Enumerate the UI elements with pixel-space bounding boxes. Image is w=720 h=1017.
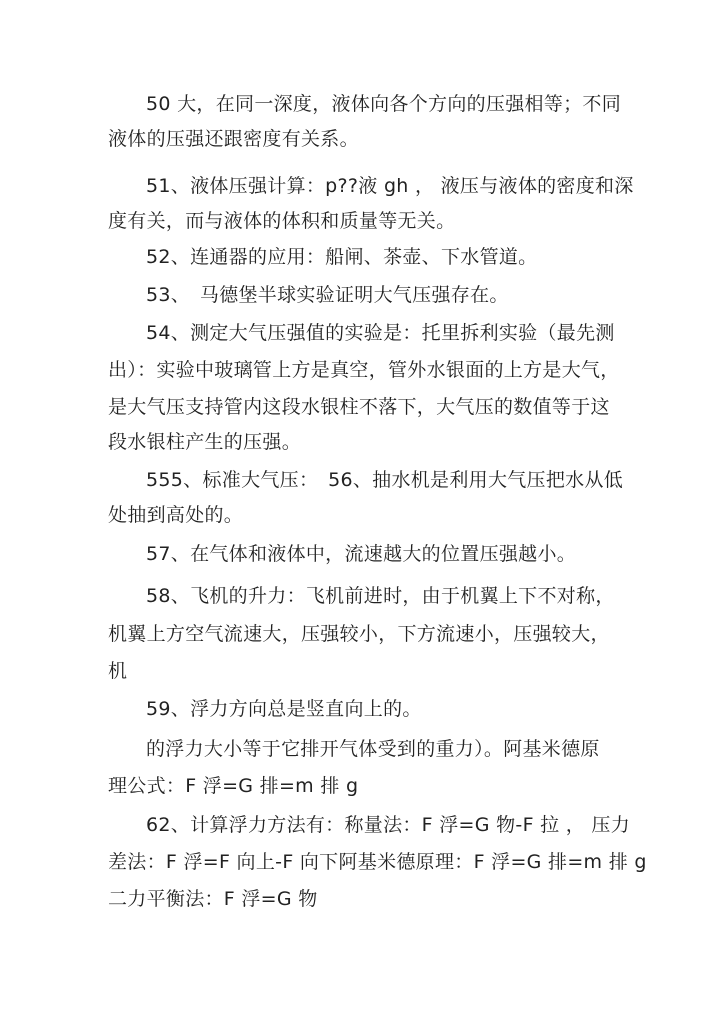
text-line-18: 的浮力大小等于它排开气体受到的重力）。阿基米德原: [146, 738, 600, 760]
text-line-22: 二力平衡法：F 浮=G 物: [108, 888, 318, 910]
text-line-10: 段水银柱产生的压强。: [108, 431, 302, 453]
text-line-17: 59、浮力方向总是竖直向上的。: [146, 698, 422, 720]
text-line-8: 出）：实验中玻璃管上方是真空，管外水银面的上方是大气，: [108, 359, 620, 381]
text-line-9: 是大气压支持管内这段水银柱不落下，大气压的数值等于这: [108, 396, 610, 418]
text-line-1: 50 大，在同一深度，液体向各个方向的压强相等；不同: [146, 93, 622, 115]
text-line-2: 液体的压强还跟密度有关系。: [108, 128, 359, 150]
text-line-15: 机翼上方空气流速大，压强较小，下方流速小，压强较大，: [108, 623, 610, 645]
text-line-21: 差法：F 浮=F 向上-F 向下阿基米德原理：F 浮=G 排=m 排 g: [108, 851, 647, 873]
text-line-5: 52、连通器的应用：船闸、茶壶、下水管道。: [146, 246, 538, 268]
text-line-12: 处抽到高处的。: [108, 504, 244, 526]
text-line-20: 62、计算浮力方法有：称量法：F 浮=G 物-F 拉 ， 压力: [146, 814, 631, 836]
text-line-19: 理公式：F 浮=G 排=m 排 g: [108, 775, 359, 797]
text-line-4: 度有关，而与液体的体积和质量等无关。: [108, 210, 456, 232]
text-line-6: 53、 马德堡半球实验证明大气压强存在。: [146, 284, 509, 306]
text-line-14: 58、飞机的升力：飞机前进时，由于机翼上下不对称，: [146, 585, 615, 607]
text-line-13: 57、在气体和液体中，流速越大的位置压强越小。: [146, 543, 577, 565]
text-line-3: 51、液体压强计算：p??液 gh ， 液压与液体的密度和深: [146, 175, 634, 197]
text-line-11: 555、标准大气压： 56、抽水机是利用大气压把水从低: [146, 469, 624, 491]
text-line-16: 机: [108, 660, 128, 682]
text-line-7: 54、测定大气压强值的实验是：托里拆利实验（最先测: [146, 322, 615, 344]
